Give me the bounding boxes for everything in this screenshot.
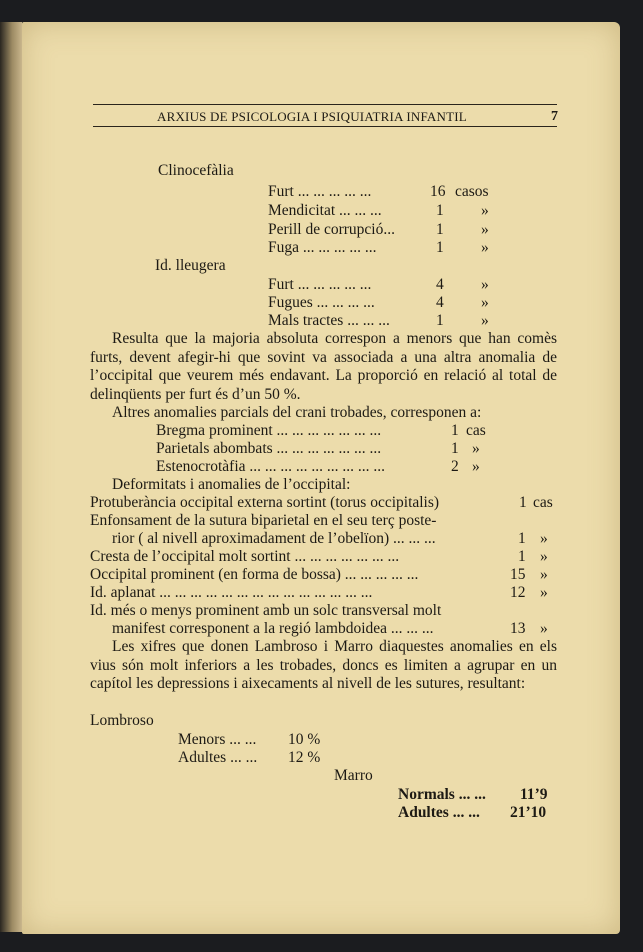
table2-row-label: Parietals abombats ... ... ... ... ... ... ... [156, 440, 382, 457]
table3-row-count: 1 [518, 548, 526, 565]
marro-heading: Marro [334, 767, 373, 784]
lombroso-heading: Lombroso [90, 712, 154, 729]
table1-row-unit: » [481, 202, 489, 219]
table1-row-count: 1 [436, 202, 444, 219]
header-rule-top [93, 104, 557, 105]
table1-row-label: Furt ... ... ... ... ... [268, 183, 372, 200]
table1-row-count: 4 [436, 294, 444, 311]
book-page [22, 22, 620, 934]
table3-row-unit: » [540, 548, 548, 565]
table3-row-count: 12 [510, 584, 526, 601]
book-spine [0, 22, 22, 932]
table3-row-count: 13 [510, 620, 526, 637]
lombroso-row-value: 12 % [288, 749, 321, 766]
table3-row-label: Id. aplanat ... ... ... ... ... ... ... ... ... ... ... ... ... ... [90, 584, 373, 601]
paragraph-deformitats: Deformitats i anomalies de l’occipital: [112, 476, 351, 493]
table1-row-unit: » [481, 312, 489, 329]
table3-row-count: 1 [518, 530, 526, 547]
table1-row-unit: » [481, 294, 489, 311]
paragraph-altres-anomalies: Altres anomalies parcials del crani trobades, corresponen a: [112, 404, 482, 421]
table1-subheading: Id. lleugera [155, 257, 226, 274]
table3-row-unit: » [540, 620, 548, 637]
marro-row-label: Normals ... ... [398, 786, 486, 803]
table3-row-label: Occipital prominent (en forma de bossa) ... ... ... ... ... [90, 566, 419, 583]
table3-row-count: 1 [519, 494, 527, 511]
table3-row-label-cont: rior ( al nivell aproximadament de l’obelïon) ... ... ... [112, 530, 436, 547]
table1-row-unit: » [481, 276, 489, 293]
paragraph-furts: Resulta que la majoria absoluta correspon a menors que han comès furts, devent afegir-hi que sovint va associada a una altra anomalia de l’occipital que veurem més endavant. La proporció en relació al total de delinqüents per furt és d’un 50 %. [90, 330, 557, 403]
table1-row-label: Perill de corrupció... [268, 221, 395, 238]
table3-row-label: Enfonsament de la sutura biparietal en el seu terç poste- [90, 512, 437, 529]
table1-row-count: 1 [436, 221, 444, 238]
lombroso-row-label: Menors ... ... [178, 731, 257, 748]
running-title: ARXIUS DE PSICOLOGIA I PSIQUIATRIA INFANTIL [157, 109, 467, 124]
table2-row-label: Bregma prominent ... ... ... ... ... ... ... [156, 422, 382, 439]
table1-row-count: 4 [436, 276, 444, 293]
table1-row-count: 1 [436, 312, 444, 329]
table1-row-unit: casos [455, 183, 489, 200]
header-rule-bottom [93, 126, 557, 127]
table3-row-unit: » [540, 566, 548, 583]
table2-row-unit: cas [466, 422, 486, 439]
table1-heading: Clinocefàlia [158, 162, 234, 179]
table1-row-count: 1 [436, 239, 444, 256]
table2-row-count: 1 [451, 440, 459, 457]
table1-row-label: Furt ... ... ... ... ... [268, 276, 372, 293]
table3-row-label-cont: manifest corresponent a la regió lambdoidea ... ... ... [112, 620, 434, 637]
table1-row-label: Mendicitat ... ... ... [268, 202, 382, 219]
marro-row-value: 21’10 [510, 804, 547, 821]
table2-row-count: 1 [451, 422, 459, 439]
lombroso-row-value: 10 % [288, 731, 321, 748]
table3-row-unit: » [540, 584, 548, 601]
table1-row-label: Fugues ... ... ... ... [268, 294, 375, 311]
table1-row-count: 16 [430, 183, 446, 200]
table2-row-label: Estenocrotàfia ... ... ... ... ... ... ... ... ... [156, 458, 386, 475]
table2-row-unit: » [472, 458, 480, 475]
page-number: 7 [551, 109, 558, 124]
table1-row-label: Mals tractes ... ... ... [268, 312, 390, 329]
marro-row-value: 11’9 [520, 786, 548, 803]
table3-row-label: Id. més o menys prominent amb un solc transversal molt [90, 602, 442, 619]
table1-row-unit: » [481, 221, 489, 238]
table2-row-count: 2 [451, 458, 459, 475]
table3-row-label: Cresta de l’occipital molt sortint ... ... ... ... ... ... ... [90, 548, 400, 565]
marro-row-label: Adultes ... ... [398, 804, 480, 821]
table1-row-unit: » [481, 239, 489, 256]
lombroso-row-label: Adultes ... ... [178, 749, 258, 766]
paragraph-lombroso-marro: Les xifres que donen Lambroso i Marro diaquestes anomalies en els vius són molt inferiors a les trobades, doncs es limiten a agrupar en un capítol les depressions i aixecaments al nivell de les sutures, resultant: [90, 638, 557, 693]
table3-row-unit: » [540, 530, 548, 547]
table1-row-label: Fuga ... ... ... ... ... [268, 239, 377, 256]
table3-row-count: 15 [510, 566, 526, 583]
table2-row-unit: » [472, 440, 480, 457]
table3-row-label: Protuberància occipital externa sortint (torus occipitalis) [90, 494, 440, 511]
table3-row-unit: cas [533, 494, 553, 511]
